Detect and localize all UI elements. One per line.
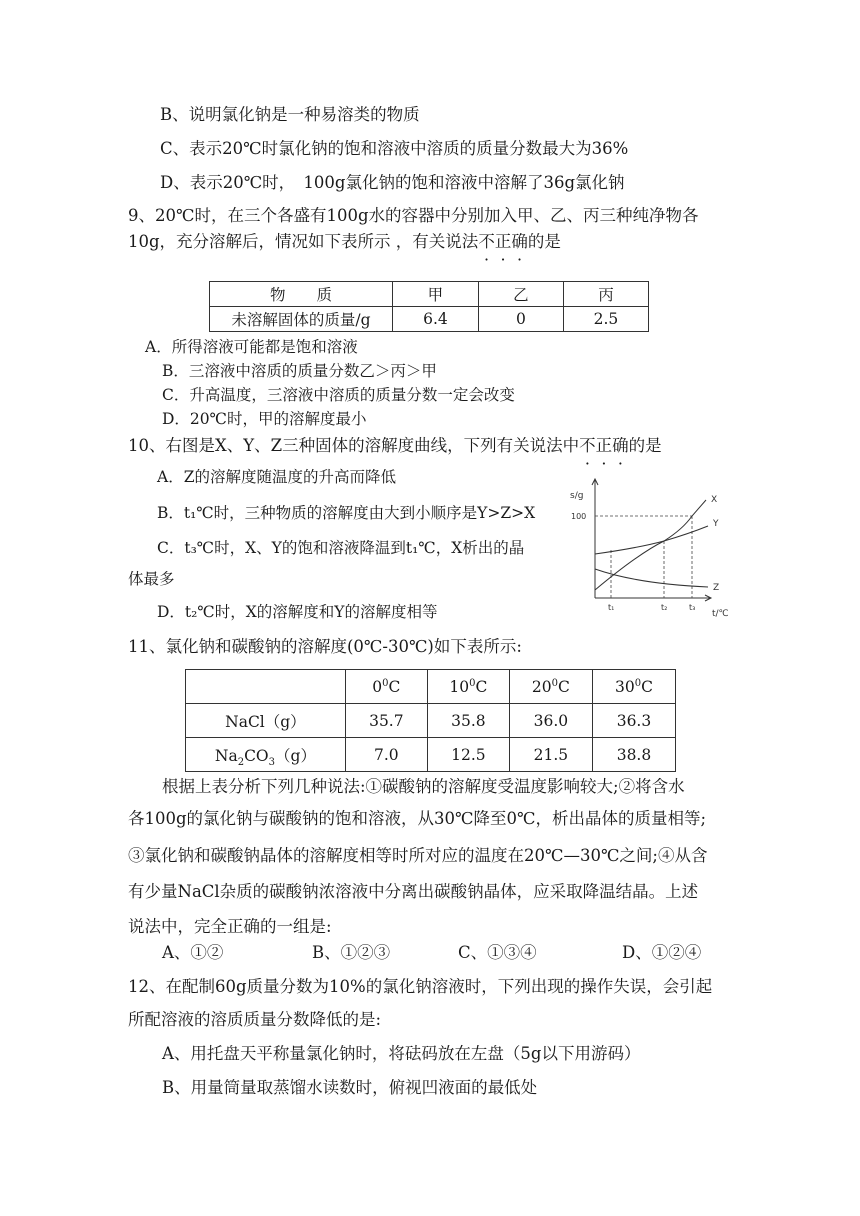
q11-header-30c: $30^0C$: [592, 670, 675, 704]
q11-option-b: B、①②③: [312, 943, 391, 962]
y-axis-label: s/g: [570, 491, 584, 501]
q9-stem-text-b: 的是: [527, 232, 561, 251]
table-cell: 7.0: [345, 738, 427, 772]
q9-stem-text-a: 10g，充分溶解后，情况如下表所示 ，有关说法: [128, 232, 479, 251]
series-label-y: Y: [713, 519, 719, 529]
q9-table: [209, 281, 649, 332]
table-cell: 36.0: [509, 704, 592, 738]
q10-stem-text-b: 的是: [628, 436, 662, 455]
q12-stem-line2: 所配溶液的溶质质量分数降低的是:: [128, 1010, 382, 1029]
q12-option-b: B、用量筒量取蒸馏水读数时，俯视凹液面的最低处: [162, 1078, 538, 1097]
curve-z: [595, 569, 708, 587]
q10-stem: [128, 435, 662, 457]
q11-header-20c: $20^0C$: [509, 670, 592, 704]
q9-stem-line2: [128, 231, 561, 253]
q9-option-c: C．升高温度，三溶液中溶质的质量分数一定会改变: [162, 386, 515, 404]
q11-header-10c: $10^0C$: [427, 670, 509, 704]
solubility-chart: [568, 474, 740, 624]
x-tick-label-t1: t₁: [608, 603, 615, 612]
q8-option-c: C、表示20℃时氯化钠的饱和溶液中溶质的质量分数最大为36%: [160, 139, 629, 158]
chart-axes: [592, 479, 711, 601]
q9-value-jia: 6.4: [392, 307, 478, 332]
q9-option-a: A．所得溶液可能都是饱和溶液: [145, 338, 358, 356]
q11-analysis-line5: 说法中，完全正确的一组是:: [128, 917, 332, 936]
curve-x: [595, 500, 706, 590]
q8-option-b: B、说明氯化钠是一种易溶类的物质: [160, 105, 420, 124]
q11-option-a: A、①②: [162, 943, 224, 962]
x-axis-label: t/℃: [712, 609, 729, 619]
q10-option-c-line1: C．t₃℃时，X、Y的饱和溶液降温到t₁℃，X析出的晶: [157, 539, 525, 557]
q9-option-d: D．20℃时，甲的溶解度最小: [162, 410, 367, 428]
x-tick-label-t2: t₂: [661, 603, 668, 612]
q11-option-d: D、①②④: [622, 943, 702, 962]
q11-header-0c: $0^0C$: [345, 670, 427, 704]
q11-analysis-line3: ③氯化钠和碳酸钠晶体的溶解度相等时所对应的温度在20℃—30℃之间;④从含: [128, 846, 708, 865]
chart-guide-lines: [595, 516, 692, 598]
x-tick-label-t3: t₃: [689, 603, 696, 612]
q11-row-nacl-label: NaCl（g）: [186, 704, 346, 738]
emphasis-char: 确: [612, 436, 629, 455]
q10-option-b: B．t₁℃时，三种物质的溶解度由大到小顺序是Y>Z>X: [157, 504, 536, 522]
table-cell: 38.8: [592, 738, 675, 772]
q10-stem-text-a: 10、右图是X、Y、Z三种固体的溶解度曲线，下列有关说法中: [128, 436, 580, 455]
chart-curves: [595, 500, 708, 590]
q11-option-c: C、①③④: [458, 943, 537, 962]
table-cell: 12.5: [427, 738, 509, 772]
q9-header-jia: 甲: [392, 282, 478, 307]
chart-labels: [570, 491, 729, 619]
curve-y: [595, 526, 708, 554]
q10-option-a: A．Z的溶解度随温度的升高而降低: [157, 468, 396, 486]
q10-option-d: D．t₂℃时，X的溶解度和Y的溶解度相等: [157, 603, 438, 621]
q11-stem: 11、氯化钠和碳酸钠的溶解度(0℃-30℃)如下表所示:: [128, 637, 522, 656]
emphasis-char: 正: [494, 232, 512, 251]
q11-header-empty: [186, 670, 346, 704]
table-cell: 35.7: [345, 704, 427, 738]
q11-analysis-line1: 根据上表分析下列几种说法:①碳酸钠的溶解度受温度影响较大;②将含水: [162, 777, 685, 796]
table-cell: 35.8: [427, 704, 509, 738]
emphasis-char: 正: [595, 436, 613, 455]
q9-value-bing: 2.5: [563, 307, 648, 332]
q11-table: [185, 669, 676, 772]
q12-option-a: A、用托盘天平称量氯化钠时，将砝码放在左盘（5g以下用游码）: [162, 1044, 641, 1063]
q10-option-c-line2: 体最多: [128, 570, 175, 588]
y-tick-label-100: 100: [571, 512, 587, 521]
emphasis-char: 不: [478, 232, 495, 251]
q9-header-bing: 丙: [563, 282, 648, 307]
emphasis-char: 不: [579, 436, 596, 455]
q9-row-label: 未溶解固体的质量/g: [210, 307, 393, 332]
series-label-z: Z: [713, 583, 720, 593]
q9-stem-line1: 9、20℃时，在三个各盛有100g水的容器中分别加入甲、乙、丙三种纯净物各: [128, 206, 699, 225]
table-cell: 36.3: [592, 704, 675, 738]
table-cell: 21.5: [509, 738, 592, 772]
q12-stem-line1: 12、在配制60g质量分数为10%的氯化钠溶液时，下列出现的操作失误，会引起: [128, 977, 713, 996]
emphasis-char: 确: [511, 232, 528, 251]
series-label-x: X: [711, 495, 718, 505]
q11-analysis-line2: 各100g的氯化钠与碳酸钠的饱和溶液，从30℃降至0℃，析出晶体的质量相等;: [128, 809, 707, 828]
q8-option-d: D、表示20℃时， 100g氯化钠的饱和溶液中溶解了36g氯化钠: [160, 173, 625, 192]
q9-header-substance: 物 质: [210, 282, 393, 307]
q9-header-yi: 乙: [478, 282, 563, 307]
q11-row-na2co3-label: $Na_2CO_3(g)$: [186, 738, 346, 772]
q9-option-b: B．三溶液中溶质的质量分数乙＞丙＞甲: [162, 362, 437, 380]
q9-value-yi: 0: [478, 307, 563, 332]
q11-analysis-line4: 有少量NaCl杂质的碳酸钠浓溶液中分离出碳酸钠晶体，应采取降温结晶。上述: [128, 882, 699, 901]
